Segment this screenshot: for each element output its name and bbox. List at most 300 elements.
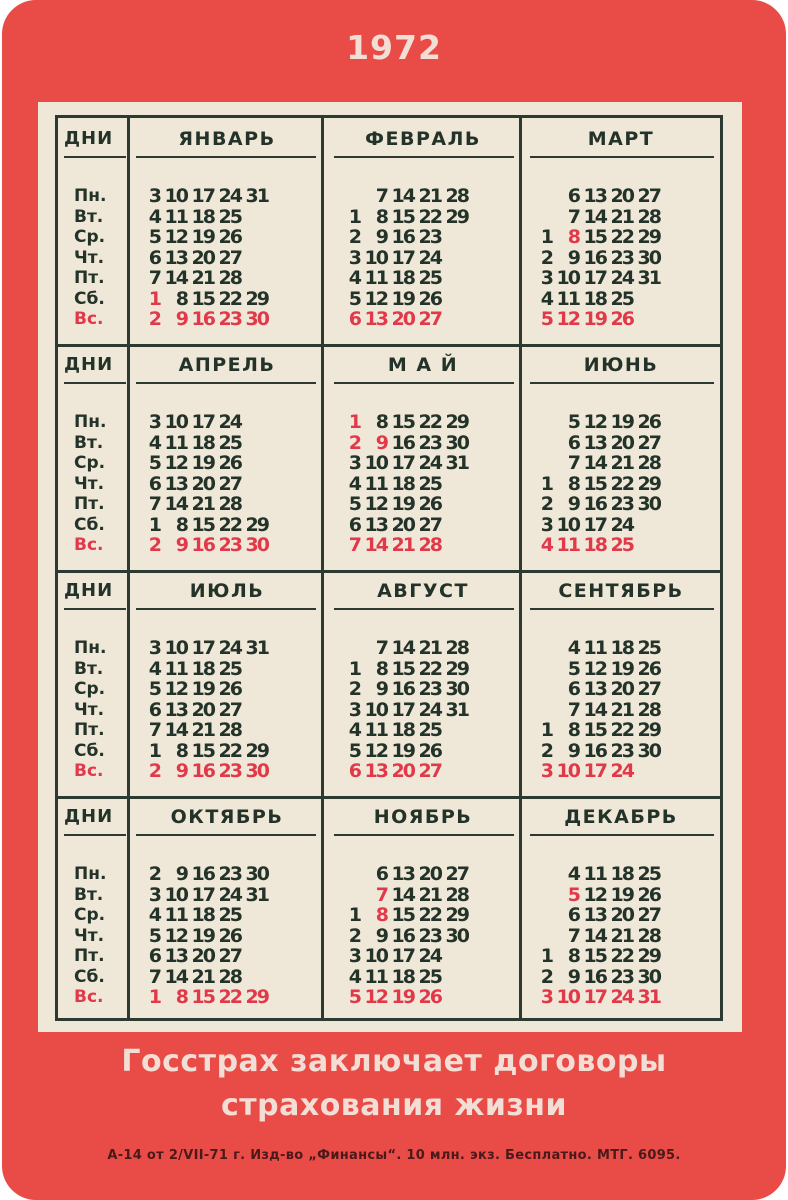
month-name: СЕНТЯБРЬ <box>558 580 684 602</box>
weekday-row <box>536 967 660 988</box>
calendar-day: 2 <box>348 226 360 248</box>
calendar-day: 26 <box>610 308 633 330</box>
month-name: ОКТЯБРЬ <box>170 806 284 828</box>
weekday-row <box>536 946 660 967</box>
calendar-day: 28 <box>637 205 660 228</box>
calendar-day: 27 <box>637 678 660 700</box>
header-underline <box>64 156 126 158</box>
month-underline <box>334 608 514 610</box>
calendar-day: 16 <box>391 924 414 947</box>
day-names <box>74 186 130 330</box>
calendar-day: 6 <box>148 472 160 495</box>
calendar-day: 3 <box>348 945 360 967</box>
calendar-day: 28 <box>445 185 468 207</box>
calendar-day: 1 <box>540 472 552 495</box>
calendar-day: 8 <box>175 986 187 1008</box>
day-name: Сб. <box>74 514 105 535</box>
calendar-day: 1 <box>540 945 552 967</box>
weekday-row <box>536 926 660 947</box>
calendar-day: 14 <box>391 185 414 207</box>
calendar-day: 19 <box>583 308 606 330</box>
calendar-day: 9 <box>375 431 387 454</box>
print-imprint: А-14 от 2/VII-71 г. Изд-во „Финансы“. 10 млн. экз. Бесплатно. МТГ. 6095. <box>107 1148 681 1163</box>
weekday-row <box>344 987 468 1008</box>
days-header: ДНИ <box>64 128 114 149</box>
weekday-row <box>344 535 468 556</box>
calendar-day: 8 <box>175 739 187 762</box>
calendar-day: 29 <box>637 472 660 495</box>
weekday-row <box>144 905 268 926</box>
calendar-day: 21 <box>191 719 214 741</box>
weekday-row <box>144 987 268 1008</box>
month-underline <box>530 382 714 384</box>
calendar-day: 19 <box>191 452 214 474</box>
calendar-day: 6 <box>567 904 579 926</box>
calendar-day: 16 <box>191 308 214 330</box>
calendar-day: 16 <box>583 493 606 515</box>
weekday-row <box>144 515 268 536</box>
month-underline <box>136 834 316 836</box>
calendar-day: 11 <box>364 472 387 495</box>
calendar-day: 14 <box>164 719 187 741</box>
calendar-day: 18 <box>610 637 633 659</box>
day-name: Ср. <box>74 227 106 247</box>
calendar-day: 1 <box>148 986 160 1008</box>
calendar-day: 4 <box>348 472 360 495</box>
calendar-day: 18 <box>391 719 414 741</box>
calendar-day: 28 <box>218 267 241 289</box>
calendar-day: 14 <box>391 883 414 906</box>
calendar-day: 14 <box>164 267 187 289</box>
calendar-day: 12 <box>364 986 387 1008</box>
calendar-day: 24 <box>610 267 633 289</box>
calendar-day: 28 <box>637 698 660 721</box>
calendar-day: 21 <box>391 534 414 556</box>
calendar-day: 28 <box>218 493 241 515</box>
calendar-day: 13 <box>583 678 606 700</box>
day-name: Вт. <box>74 432 104 453</box>
weekday-row <box>144 186 268 207</box>
calendar-day: 12 <box>364 739 387 762</box>
weekday-row <box>536 905 660 926</box>
calendar-day: 13 <box>164 246 187 269</box>
weekday-row <box>144 741 268 762</box>
calendar-day: 13 <box>583 185 606 207</box>
calendar-day: 29 <box>637 226 660 248</box>
weekday-row <box>536 453 660 474</box>
calendar-day: 7 <box>148 267 160 289</box>
weekday-row <box>536 494 660 515</box>
month-name: НОЯБРЬ <box>373 806 473 828</box>
calendar-day: 8 <box>567 472 579 495</box>
calendar-day: 3 <box>148 883 160 906</box>
calendar-day: 27 <box>418 513 441 536</box>
weekday-row <box>144 433 268 454</box>
calendar-grid <box>55 115 723 1021</box>
calendar-day: 30 <box>637 739 660 762</box>
month-block <box>130 118 324 344</box>
weekday-row <box>144 412 268 433</box>
calendar-day: 31 <box>245 883 268 906</box>
weekday-row <box>344 309 468 330</box>
calendar-day: 5 <box>348 986 360 1008</box>
calendar-day: 21 <box>610 452 633 474</box>
calendar-day: 12 <box>583 411 606 433</box>
calendar-day: 4 <box>540 534 552 556</box>
month-block <box>324 570 522 796</box>
calendar-day: 12 <box>364 287 387 310</box>
month-block <box>130 344 324 570</box>
slogan <box>2 1040 786 1128</box>
calendar-day: 8 <box>375 411 387 433</box>
day-name: Пт. <box>74 268 105 288</box>
calendar-day: 7 <box>567 698 579 721</box>
calendar-day: 21 <box>418 185 441 207</box>
calendar-day: 29 <box>245 986 268 1008</box>
calendar-day: 26 <box>418 986 441 1008</box>
weekday-row <box>344 207 468 228</box>
calendar-day: 3 <box>148 637 160 659</box>
weekday-row <box>344 227 468 248</box>
calendar-day: 5 <box>348 739 360 762</box>
weekday-row <box>344 494 468 515</box>
calendar-day: 9 <box>175 308 187 330</box>
weekday-row <box>344 761 468 782</box>
calendar-day: 21 <box>418 883 441 906</box>
calendar-day: 2 <box>348 431 360 454</box>
weekday-row <box>536 515 660 536</box>
calendar-day: 5 <box>148 452 160 474</box>
weekday-row <box>536 474 660 495</box>
calendar-day: 10 <box>164 411 187 433</box>
calendar-day: 27 <box>218 246 241 269</box>
quarter-row <box>58 796 720 1022</box>
calendar-day: 5 <box>148 226 160 248</box>
calendar-day: 23 <box>218 308 241 330</box>
calendar-day: 28 <box>218 719 241 741</box>
calendar-day: 19 <box>391 739 414 762</box>
day-name: Пн. <box>74 638 107 658</box>
year-title: 1972 <box>346 28 442 67</box>
weekday-row <box>144 289 268 310</box>
weekday-row <box>536 720 660 741</box>
calendar-day: 25 <box>610 534 633 556</box>
calendar-day: 23 <box>218 863 241 885</box>
day-name: Пн. <box>74 186 107 206</box>
calendar-day: 16 <box>191 760 214 782</box>
month-block <box>522 118 720 344</box>
calendar-day: 28 <box>637 924 660 947</box>
calendar-day: 2 <box>540 246 552 269</box>
calendar-day: 27 <box>445 863 468 885</box>
calendar-day: 8 <box>567 945 579 967</box>
calendar-day: 24 <box>218 411 241 433</box>
calendar-day: 12 <box>164 678 187 700</box>
calendar-day: 10 <box>556 267 579 289</box>
calendar-day: 22 <box>418 411 441 433</box>
calendar-day: 22 <box>610 472 633 495</box>
calendar-day: 7 <box>148 965 160 988</box>
calendar-day: 2 <box>348 678 360 700</box>
calendar-day: 13 <box>164 472 187 495</box>
calendar-day: 14 <box>391 637 414 659</box>
calendar-day: 8 <box>175 513 187 536</box>
calendar-day: 5 <box>348 493 360 515</box>
weekday-row <box>536 227 660 248</box>
month-underline <box>334 834 514 836</box>
calendar-day: 26 <box>218 924 241 947</box>
calendar-day: 23 <box>610 246 633 269</box>
calendar-day: 5 <box>148 924 160 947</box>
day-name: Вс. <box>74 535 104 555</box>
calendar-day: 20 <box>391 308 414 330</box>
calendar-day: 23 <box>418 678 441 700</box>
weekday-row <box>536 268 660 289</box>
weekday-row <box>344 905 468 926</box>
calendar-day: 11 <box>556 534 579 556</box>
calendar-day: 21 <box>610 924 633 947</box>
calendar-day: 2 <box>148 534 160 556</box>
calendar-day: 19 <box>191 678 214 700</box>
day-name: Пн. <box>74 864 107 884</box>
calendar-day: 20 <box>191 246 214 269</box>
calendar-day: 6 <box>348 308 360 330</box>
day-name: Вт. <box>74 658 104 679</box>
calendar-day: 21 <box>418 637 441 659</box>
calendar-day: 16 <box>583 246 606 269</box>
weekday-row <box>144 227 268 248</box>
calendar-day: 26 <box>637 411 660 433</box>
calendar-day: 4 <box>348 719 360 741</box>
calendar-day: 6 <box>375 863 387 885</box>
calendar-day: 30 <box>637 965 660 988</box>
month-days <box>344 186 468 330</box>
calendar-day: 30 <box>445 924 468 947</box>
calendar-day: 5 <box>148 678 160 700</box>
calendar-day: 15 <box>583 226 606 248</box>
calendar-day: 19 <box>391 986 414 1008</box>
calendar-day: 21 <box>191 965 214 988</box>
month-days <box>144 864 268 1008</box>
calendar-day: 2 <box>540 965 552 988</box>
calendar-day: 18 <box>391 267 414 289</box>
calendar-day: 22 <box>218 739 241 762</box>
header-underline <box>64 834 126 836</box>
calendar-day: 25 <box>418 472 441 495</box>
calendar-day: 22 <box>218 986 241 1008</box>
calendar-day: 14 <box>164 965 187 988</box>
calendar-day: 1 <box>148 513 160 536</box>
calendar-day: 10 <box>164 637 187 659</box>
day-names <box>74 638 130 782</box>
calendar-day: 6 <box>148 246 160 269</box>
month-name: ИЮЛЬ <box>189 580 265 602</box>
month-days <box>144 638 268 782</box>
calendar-day: 24 <box>218 883 241 906</box>
weekday-row <box>344 433 468 454</box>
month-days <box>144 412 268 556</box>
weekday-row <box>144 659 268 680</box>
day-names <box>74 864 130 1008</box>
calendar-day: 11 <box>364 719 387 741</box>
weekday-row <box>344 885 468 906</box>
calendar-day: 30 <box>245 534 268 556</box>
calendar-day: 20 <box>391 513 414 536</box>
calendar-day: 16 <box>391 678 414 700</box>
calendar-day: 4 <box>348 965 360 988</box>
month-days <box>536 638 660 782</box>
calendar-day: 22 <box>610 226 633 248</box>
day-name: Пт. <box>74 946 105 966</box>
calendar-day: 15 <box>191 513 214 536</box>
calendar-day: 9 <box>175 760 187 782</box>
weekday-row <box>344 967 468 988</box>
day-name: Чт. <box>74 925 105 946</box>
weekday-row <box>536 186 660 207</box>
month-days <box>344 412 468 556</box>
month-days <box>536 186 660 330</box>
calendar-day: 11 <box>164 205 187 228</box>
weekday-row <box>144 761 268 782</box>
calendar-day: 22 <box>418 657 441 680</box>
calendar-day: 26 <box>418 493 441 515</box>
calendar-day: 9 <box>567 246 579 269</box>
calendar-day: 30 <box>245 863 268 885</box>
days-header: ДНИ <box>64 580 114 601</box>
calendar-day: 12 <box>164 924 187 947</box>
calendar-day: 30 <box>637 246 660 269</box>
month-block <box>324 796 522 1022</box>
calendar-day: 24 <box>418 945 441 967</box>
calendar-day: 26 <box>637 657 660 680</box>
calendar-day: 28 <box>637 452 660 474</box>
calendar-day: 27 <box>418 760 441 782</box>
calendar-day: 14 <box>583 698 606 721</box>
calendar-day: 21 <box>191 267 214 289</box>
calendar-day: 29 <box>445 205 468 228</box>
calendar-day: 31 <box>445 698 468 721</box>
month-underline <box>530 834 714 836</box>
calendar-day: 6 <box>148 945 160 967</box>
weekday-row <box>344 515 468 536</box>
calendar-day: 9 <box>375 226 387 248</box>
calendar-day: 8 <box>375 657 387 680</box>
calendar-day: 11 <box>583 637 606 659</box>
calendar-day: 31 <box>637 267 660 289</box>
calendar-day: 23 <box>610 739 633 762</box>
calendar-day: 9 <box>567 739 579 762</box>
calendar-day: 17 <box>191 637 214 659</box>
calendar-day: 13 <box>583 904 606 926</box>
day-name: Ср. <box>74 679 106 699</box>
calendar-day: 6 <box>567 185 579 207</box>
month-name: ЯНВАРЬ <box>178 128 276 150</box>
calendar-day: 27 <box>418 308 441 330</box>
weekday-row <box>536 289 660 310</box>
calendar-day: 1 <box>148 739 160 762</box>
calendar-day: 24 <box>418 698 441 721</box>
calendar-day: 27 <box>218 698 241 721</box>
calendar-day: 4 <box>567 863 579 885</box>
calendar-day: 18 <box>191 431 214 454</box>
calendar-day: 24 <box>610 760 633 782</box>
calendar-day: 2 <box>540 739 552 762</box>
calendar-day: 11 <box>164 431 187 454</box>
calendar-day: 11 <box>364 965 387 988</box>
weekday-row <box>344 453 468 474</box>
weekday-row <box>344 700 468 721</box>
weekday-row <box>144 248 268 269</box>
calendar-day: 24 <box>418 452 441 474</box>
weekday-row <box>344 679 468 700</box>
calendar-day: 1 <box>348 904 360 926</box>
calendar-day: 12 <box>364 493 387 515</box>
weekday-row <box>344 268 468 289</box>
calendar-day: 22 <box>610 719 633 741</box>
calendar-day: 8 <box>567 226 579 248</box>
calendar-day: 20 <box>391 760 414 782</box>
month-name: ФЕВРАЛЬ <box>365 128 481 150</box>
month-name: АПРЕЛЬ <box>178 354 276 376</box>
calendar-day: 9 <box>375 678 387 700</box>
weekday-row <box>144 494 268 515</box>
weekday-row <box>536 638 660 659</box>
calendar-day: 28 <box>218 965 241 988</box>
calendar-day: 15 <box>583 945 606 967</box>
weekday-row <box>144 967 268 988</box>
weekday-row <box>144 535 268 556</box>
quarter-row <box>58 570 720 796</box>
weekday-row <box>144 268 268 289</box>
calendar-day: 18 <box>191 657 214 680</box>
calendar-day: 15 <box>391 657 414 680</box>
calendar-day: 21 <box>191 493 214 515</box>
calendar-day: 12 <box>583 883 606 906</box>
calendar-day: 11 <box>583 863 606 885</box>
calendar-day: 2 <box>540 493 552 515</box>
quarter-row <box>58 344 720 570</box>
weekday-row <box>344 186 468 207</box>
calendar-day: 10 <box>164 883 187 906</box>
month-days <box>144 186 268 330</box>
day-name: Ср. <box>74 453 106 473</box>
weekday-row <box>536 679 660 700</box>
calendar-panel <box>38 102 742 1032</box>
calendar-day: 16 <box>583 739 606 762</box>
calendar-day: 15 <box>391 904 414 926</box>
calendar-day: 11 <box>556 287 579 310</box>
calendar-day: 15 <box>191 287 214 310</box>
calendar-day: 20 <box>610 185 633 207</box>
month-block <box>130 570 324 796</box>
calendar-day: 25 <box>218 205 241 228</box>
calendar-day: 10 <box>364 698 387 721</box>
calendar-day: 25 <box>218 431 241 454</box>
calendar-day: 4 <box>148 431 160 454</box>
calendar-day: 30 <box>637 493 660 515</box>
calendar-day: 20 <box>610 678 633 700</box>
calendar-day: 6 <box>148 698 160 721</box>
weekday-row <box>536 761 660 782</box>
weekday-row <box>344 248 468 269</box>
calendar-day: 25 <box>418 267 441 289</box>
month-underline <box>136 156 316 158</box>
calendar-day: 12 <box>164 452 187 474</box>
calendar-day: 7 <box>375 637 387 659</box>
calendar-day: 18 <box>191 205 214 228</box>
calendar-day: 30 <box>445 678 468 700</box>
calendar-day: 5 <box>348 287 360 310</box>
